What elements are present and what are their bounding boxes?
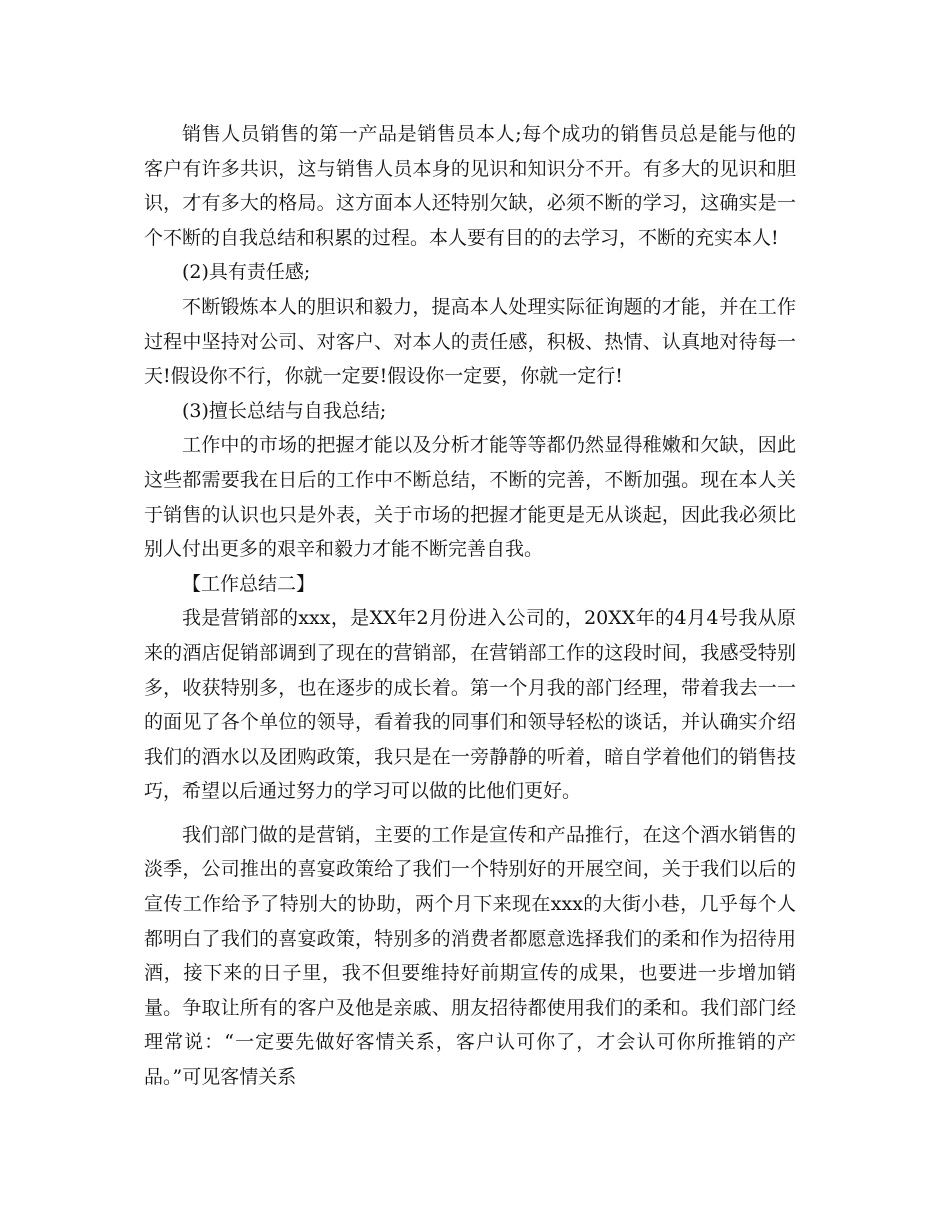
- section-heading-work-summary-two: 【工作总结二】: [182, 572, 316, 595]
- document-page: [144, 117, 796, 1095]
- subheading-responsibility: (2)具有责任感;: [182, 261, 311, 284]
- paragraph-summary: 工作中的市场的把握才能以及分析才能等等都仍然显得稚嫩和欠缺，因此这些都需要我在日后的工作中不断总结，不断的完善，不断加强。现在本人关于销售的认识也只是外表，关于市场的把握才能更是无从谈起，因此我必须比别人付出更多的艰辛和毅力才能不断完善自我。: [144, 434, 796, 561]
- paragraph-marketing-intro: 我是营销部的xxx，是XX年2月份进入公司的，20XX年的4月4号我从原来的酒店促销部调到了现在的营销部，在营销部工作的这段时间，我感受特别多，收获特别多，也在逐步的成长着。第一个月我的部门经理，带着我去一一的面见了各个单位的领导，看着我的同事们和领导轻松的谈话，并认确实介绍我们的酒水以及团购政策，我只是在一旁静静的听着，暗自学着他们的销售技巧，希望以后通过努力的学习可以做的比他们更好。: [144, 607, 796, 803]
- paragraph-salesperson-self: 销售人员销售的第一产品是销售员本人;每个成功的销售员总是能与他的客户有许多共识，这与销售人员本身的见识和知识分不开。有多大的见识和胆识，才有多大的格局。这方面本人还特别欠缺，必须不断的学习，这确实是一个不断的自我总结和积累的过程。本人要有目的的去学习，不断的充实本人!: [144, 123, 796, 249]
- subheading-summary: (3)擅长总结与自我总结;: [182, 399, 387, 422]
- paragraph-marketing-work: 我们部门做的是营销，主要的工作是宣传和产品推行，在这个酒水销售的淡季，公司推出的喜宴政策给了我们一个特别好的开展空间，关于我们以后的宣传工作给予了特别大的协助，两个月下来现在xxx的大街小巷，几乎每个人都明白了我们的喜宴政策，特别多的消费者都愿意选择我们的柔和作为招待用酒，接下来的日子里，我不但要维持好前期宣传的成果，也要进一步增加销量。争取让所有的客户及他是亲戚、朋友招待都使用我们的柔和。我们部门经理常说：“一定要先做好客情关系，客户认可你了，才会认可你所推销的产品。”可见客情关系: [144, 823, 796, 1089]
- paragraph-responsibility: 不断锻炼本人的胆识和毅力，提高本人处理实际征询题的才能，并在工作过程中坚持对公司、对客户、对本人的责任感，积极、热情、认真地对待每一天!假设你不行，你就一定要!假设你一定要，你就一定行!: [144, 295, 796, 388]
